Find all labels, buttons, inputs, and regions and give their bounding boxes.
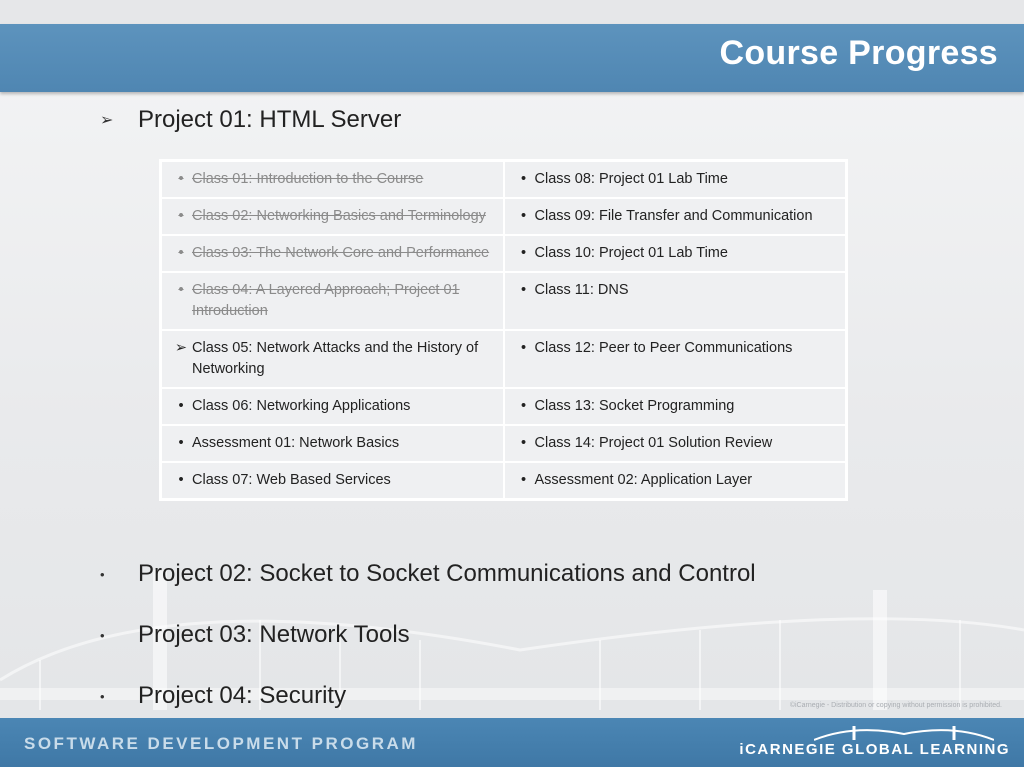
arrow-bullet-icon: ➢ (100, 112, 114, 129)
class-label: Assessment 01: Network Basics (192, 435, 400, 451)
dot-bullet-icon: • (520, 282, 527, 298)
table-cell (504, 272, 847, 330)
dot-bullet-icon: • (520, 435, 527, 451)
class-label: Class 11: DNS (534, 282, 629, 298)
dot-bullet-icon: • (178, 435, 184, 451)
class-item (513, 433, 836, 454)
table-cell (504, 330, 847, 388)
table-cell (161, 388, 504, 425)
class-label: Class 13: Socket Programming (534, 398, 735, 414)
class-item (170, 338, 493, 380)
class-label: Class 09: File Transfer and Communication (534, 208, 813, 224)
copyright-notice: ©iCarnegie - Distribution or copying without permission is prohibited. (789, 702, 1002, 709)
table-row (161, 462, 846, 499)
class-label: Class 12: Peer to Peer Communications (534, 340, 793, 356)
class-item (170, 396, 493, 417)
table-row (161, 198, 846, 235)
table-row (161, 330, 846, 388)
dot-bullet-icon: • (520, 472, 527, 488)
completed-class-item (170, 280, 493, 322)
table-cell (161, 425, 504, 462)
table-cell (161, 198, 504, 235)
class-item (170, 433, 493, 454)
class-item (513, 396, 836, 417)
class-label: Assessment 02: Application Layer (534, 472, 753, 488)
table-cell (504, 161, 847, 198)
table-cell (161, 272, 504, 330)
dot-bullet-icon: • (178, 171, 184, 187)
table-row (161, 235, 846, 272)
page-title: Course Progress (719, 34, 998, 72)
table-cell (161, 462, 504, 499)
class-label: Class 05: Network Attacks and the History of Networking (192, 340, 479, 377)
top-strip (0, 0, 1024, 24)
dot-bullet-icon: • (520, 340, 527, 356)
dot-bullet-icon: • (520, 171, 527, 187)
table-row (161, 388, 846, 425)
dot-bullet-icon: • (178, 282, 184, 298)
class-item (170, 470, 493, 491)
dot-bullet-icon: • (178, 208, 184, 224)
completed-class-item (170, 243, 493, 264)
class-label: Class 04: A Layered Approach; Project 01 Introduction (192, 282, 460, 319)
table-cell (504, 425, 847, 462)
dot-bullet-icon: • (520, 398, 527, 414)
program-name: SOFTWARE DEVELOPMENT PROGRAM (24, 734, 418, 753)
class-label: Class 07: Web Based Services (192, 472, 391, 488)
class-label: Class 06: Networking Applications (192, 398, 411, 414)
table-row (161, 161, 846, 198)
project-label: Project 02: Socket to Socket Communications and Control (138, 560, 756, 587)
section-title: Project 01: HTML Server (138, 106, 402, 133)
table-cell (504, 462, 847, 499)
class-label: Class 10: Project 01 Lab Time (534, 245, 728, 261)
table-cell (504, 388, 847, 425)
project-item (100, 682, 346, 710)
table-cell (161, 161, 504, 198)
bridge-logo-icon (814, 722, 994, 742)
class-label: Class 01: Introduction to the Course (192, 171, 424, 187)
header-bar (0, 24, 1024, 92)
brand-logo-text: iCARNEGIE GLOBAL LEARNING (739, 741, 1010, 758)
class-item (513, 169, 836, 190)
table-row (161, 425, 846, 462)
table-cell (504, 198, 847, 235)
table-cell (504, 235, 847, 272)
class-item (513, 243, 836, 264)
footer-bar (0, 718, 1024, 767)
project-item (100, 560, 756, 588)
section-heading (100, 106, 401, 134)
dot-bullet-icon: • (178, 398, 184, 414)
class-schedule-table (160, 160, 847, 500)
class-label: Class 08: Project 01 Lab Time (534, 171, 728, 187)
dot-bullet-icon: • (100, 566, 105, 582)
class-label: Class 02: Networking Basics and Terminology (192, 208, 486, 224)
dot-bullet-icon: • (178, 245, 184, 261)
class-label: Class 03: The Network Core and Performance (192, 245, 490, 261)
class-item (513, 280, 836, 301)
project-label: Project 03: Network Tools (138, 621, 410, 648)
project-label: Project 04: Security (138, 682, 347, 709)
dot-bullet-icon: • (100, 688, 105, 704)
table-cell (161, 235, 504, 272)
class-item (513, 206, 836, 227)
completed-class-item (170, 206, 493, 227)
dot-bullet-icon: • (178, 472, 184, 488)
class-label: Class 14: Project 01 Solution Review (534, 435, 773, 451)
dot-bullet-icon: • (520, 208, 527, 224)
dot-bullet-icon: • (100, 627, 105, 643)
project-item (100, 621, 410, 649)
dot-bullet-icon: • (520, 245, 527, 261)
completed-class-item (170, 169, 493, 190)
table-row (161, 272, 846, 330)
class-item (513, 338, 836, 359)
class-item (513, 470, 836, 491)
table-cell (161, 330, 504, 388)
arrow-bullet-icon: ➢ (174, 340, 188, 356)
